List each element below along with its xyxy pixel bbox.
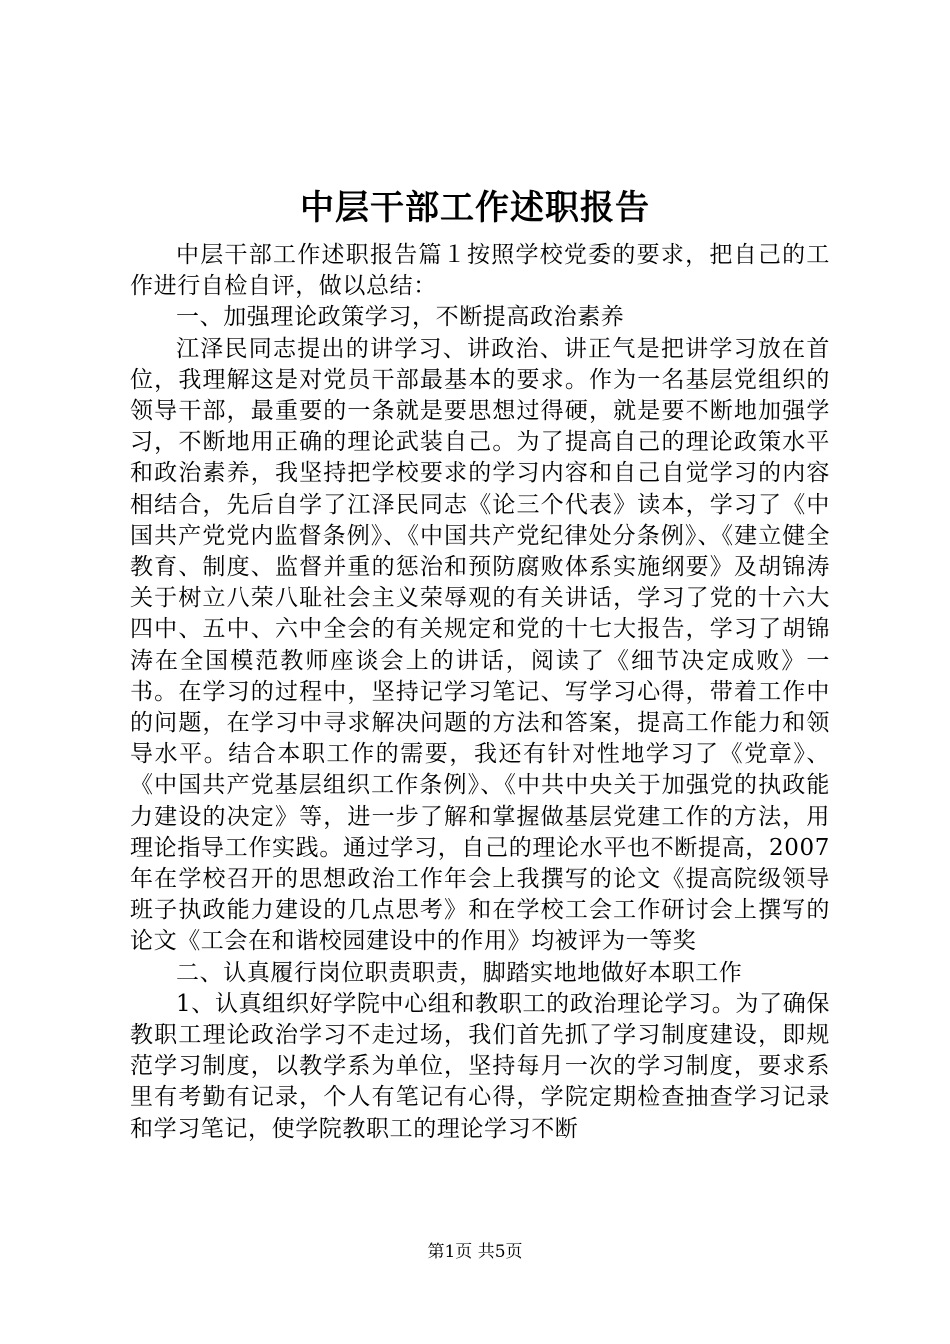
section-heading-1: 一、加强理论政策学习，不断提高政治素养 bbox=[176, 304, 625, 331]
page-number-footer: 第1页 共5页 bbox=[427, 1242, 523, 1262]
document-body bbox=[130, 240, 830, 1145]
section-heading-2: 二、认真履行岗位职责职责，脚踏实地地做好本职工作 bbox=[176, 959, 743, 986]
intro-paragraph: 中层干部工作述职报告篇１按照学校党委的要求，把自己的工作进行自检自评，做以总结： bbox=[130, 242, 830, 300]
body-paragraph-2: 1、认真组织好学院中心组和教职工的政治理论学习。为了确保教职工理论政治学习不走过场，我们首先抓了学习制度建设，即规范学习制度，以教学系为单位，坚持每月一次的学习制度，要求系里有考勤有记录，个人有笔记有心得，学院定期检查抽查学习记录和学习笔记，使学院教职工的理论学习不断 bbox=[130, 990, 830, 1142]
body-paragraph-1: 江泽民同志提出的讲学习、讲政治、讲正气是把讲学习放在首位，我理解这是对党员干部最基本的要求。作为一名基层党组织的领导干部，最重要的一条就是要思想过得硬，就是要不断地加强学习，不断地用正确的理论武装自己。为了提高自己的理论政策水平和政治素养，我坚持把学校要求的学习内容和自己自觉学习的内容相结合，先后自学了江泽民同志《论三个代表》读本，学习了《中国共产党党内监督条例》、《中国共产党纪律处分条例》、《建立健全教育、制度、监督并重的惩治和预防腐败体系实施纲要》及胡锦涛关于树立八荣八耻社会主义荣辱观的有关讲话，学习了党的十六大四中、五中、六中全会的有关规定和党的十七大报告，学习了胡锦涛在全国模范教师座谈会上的讲话，阅读了《细节决定成败》一书。在学习的过程中，坚持记学习笔记、写学习心得，带着工作中的问题，在学习中寻求解决问题的方法和答案，提高工作能力和领导水平。结合本职工作的需要，我还有针对性地学习了《党章》、《中国共产党基层组织工作条例》、《中共中央关于加强党的执政能力建设的决定》等，进一步了解和掌握做基层党建工作的方法，用理论指导工作实践。通过学习，自己的理论水平也不断提高，2007年在学校召开的思想政治工作年会上我撰写的论文《提高院级领导班子执政能力建设的几点思考》和在学校工会工作研讨会上撰写的论文《工会在和谐校园建设中的作用》均被评为一等奖 bbox=[130, 335, 830, 955]
document-title: 中层干部工作述职报告 bbox=[300, 188, 650, 228]
